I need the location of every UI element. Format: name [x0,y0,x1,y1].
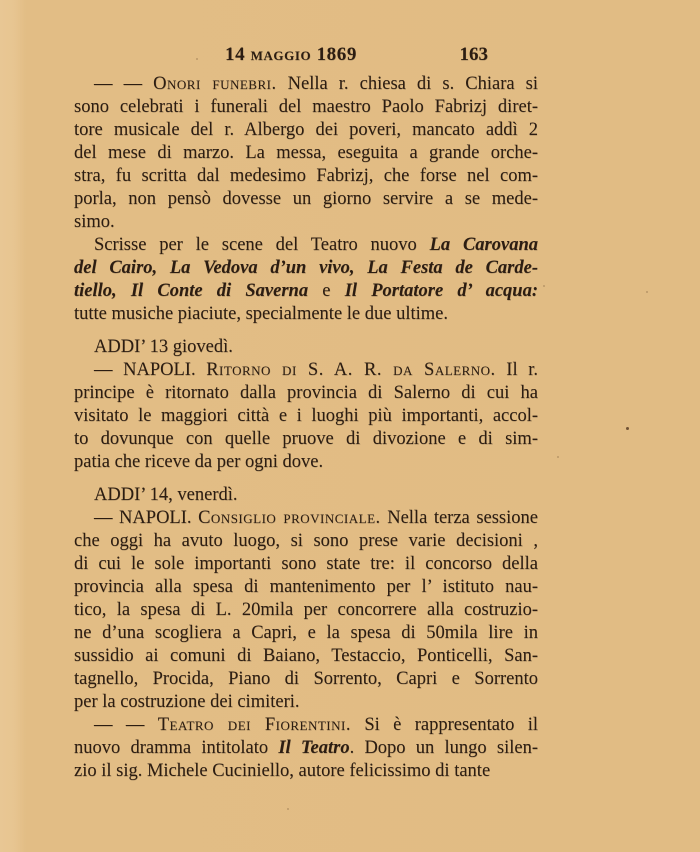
text-line [74,96,538,119]
italic-title-run: Il Teatro [278,738,350,758]
text-run: — NAPOLI. [94,508,199,528]
text-line [74,234,538,257]
para-ritorno-salerno [74,359,538,474]
header-date: 14 maggio 1869 [225,44,357,65]
text-line [74,257,538,280]
text-run: — — [94,74,154,94]
italic-title-run: tiello, Il Conte di Saverna [74,281,309,301]
text-line [74,714,538,737]
text-run: Scrisse per le scene del Teatro nuovo [94,235,430,255]
text-run: ADDI’ 14, venerdì. [94,485,238,505]
heading-addi-14 [74,484,538,507]
text-line [74,530,538,553]
text-line [74,405,538,428]
text-run: principe è ritornato dalla provincia di Salerno di cui ha [74,383,538,403]
text-line [74,668,538,691]
paper-speck [557,456,559,458]
text-run: simo. [74,212,115,232]
italic-title-run: Il Portatore d’ acqua: [344,281,538,301]
text-line [74,691,538,714]
text-run: tico, la spesa di L. 20mila per concorrere alla costruzio- [74,600,538,620]
text-line [74,382,538,405]
text-line [74,760,538,783]
text-line [74,359,538,382]
page-content [0,43,700,783]
text-run: — — [94,715,158,735]
text-line [74,188,538,211]
text-line [74,428,538,451]
text-run: sono celebrati i funerali del maestro Paolo Fabrizj diret- [74,97,538,117]
small-caps-run: Ritorno di S. A. R. da Salerno. [206,360,496,380]
para-onori-funebri [74,73,538,234]
para-teatro-fiorentini [74,714,538,783]
text-run: tagnello, Procida, Piano di Sorrento, Capri e Sorrento [74,669,538,689]
text-run: . Dopo un lungo silen- [349,738,538,758]
text-run: Nella r. chiesa di s. Chiara si [276,74,538,94]
para-consiglio-provinciale [74,507,538,714]
page-number: 163 [459,44,488,65]
paper-speck [287,808,289,810]
paper-speck [543,285,545,287]
paper-speck [646,291,648,293]
text-run: provincia alla spesa di mantenimento per l’ istituto nau- [74,577,538,597]
text-line [74,211,538,234]
text-line [74,737,538,760]
text-run: ADDI’ 13 giovedì. [94,337,233,357]
small-caps-run: Consiglio provinciale. [198,508,381,528]
text-run: to dovunque con quelle pruove di divozione e di sim- [74,429,538,449]
text-line [74,507,538,530]
text-line [74,622,538,645]
text-run: patia che riceve da per ogni dove. [74,452,324,472]
paper-speck [196,58,198,60]
text-line [74,303,538,326]
text-run: — NAPOLI. [94,360,207,380]
small-caps-run: Teatro dei Fiorentini. [157,715,351,735]
text-line [74,451,538,474]
text-line [74,119,538,142]
text-run: Si è rappresentato il [350,715,539,735]
text-line [74,73,538,96]
text-line [74,142,538,165]
text-run: tutte musiche piaciute, specialmente le due ultime. [74,304,448,324]
para-opere-teatro-nuovo [74,234,538,326]
text-block [74,73,538,783]
italic-title-run: La Carovana [429,235,539,255]
text-run: porla, non pensò dovesse un giorno servire a se mede- [74,189,538,209]
heading-addi-13 [74,336,538,359]
text-run: sussidio ai comuni di Baiano, Testaccio, Ponticelli, San- [74,646,538,666]
running-header [74,43,538,66]
text-run: e [308,281,345,301]
text-run: stra, fu scritta dal medesimo Fabrizj, che forse nel com- [74,166,538,186]
text-run: che oggi ha avuto luogo, si sono prese varie decisioni , [74,531,538,551]
text-run: di cui le sole importanti sono state tre: il concorso della [74,554,538,574]
italic-title-run: del Cairo, La Vedova d’un vivo, La Festa de Carde- [74,258,538,278]
text-run: visitato le maggiori città e i luoghi più importanti, accol- [74,406,538,426]
text-run: zio il sig. Michele Cuciniello, autore felicissimo di tante [74,761,491,781]
text-line [74,280,538,303]
text-run: Nella terza sessione [380,508,538,528]
text-line [74,599,538,622]
text-run: Il r. [495,360,538,380]
text-line [74,645,538,668]
text-run: nuovo dramma intitolato [74,738,279,758]
small-caps-run: Onori funebri. [153,74,277,94]
text-line [74,165,538,188]
text-line [74,336,538,359]
paper-speck [626,427,629,430]
text-line [74,576,538,599]
text-run: per la costruzione dei cimiteri. [74,692,300,712]
text-run: ne d’una scogliera a Capri, e la spesa di 50mila lire in [74,623,538,643]
text-run: del mese di marzo. La messa, eseguita a grande orche- [74,143,538,163]
text-run: tore musicale del r. Albergo dei poveri, mancato addì 2 [74,120,538,140]
text-line [74,484,538,507]
text-line [74,553,538,576]
